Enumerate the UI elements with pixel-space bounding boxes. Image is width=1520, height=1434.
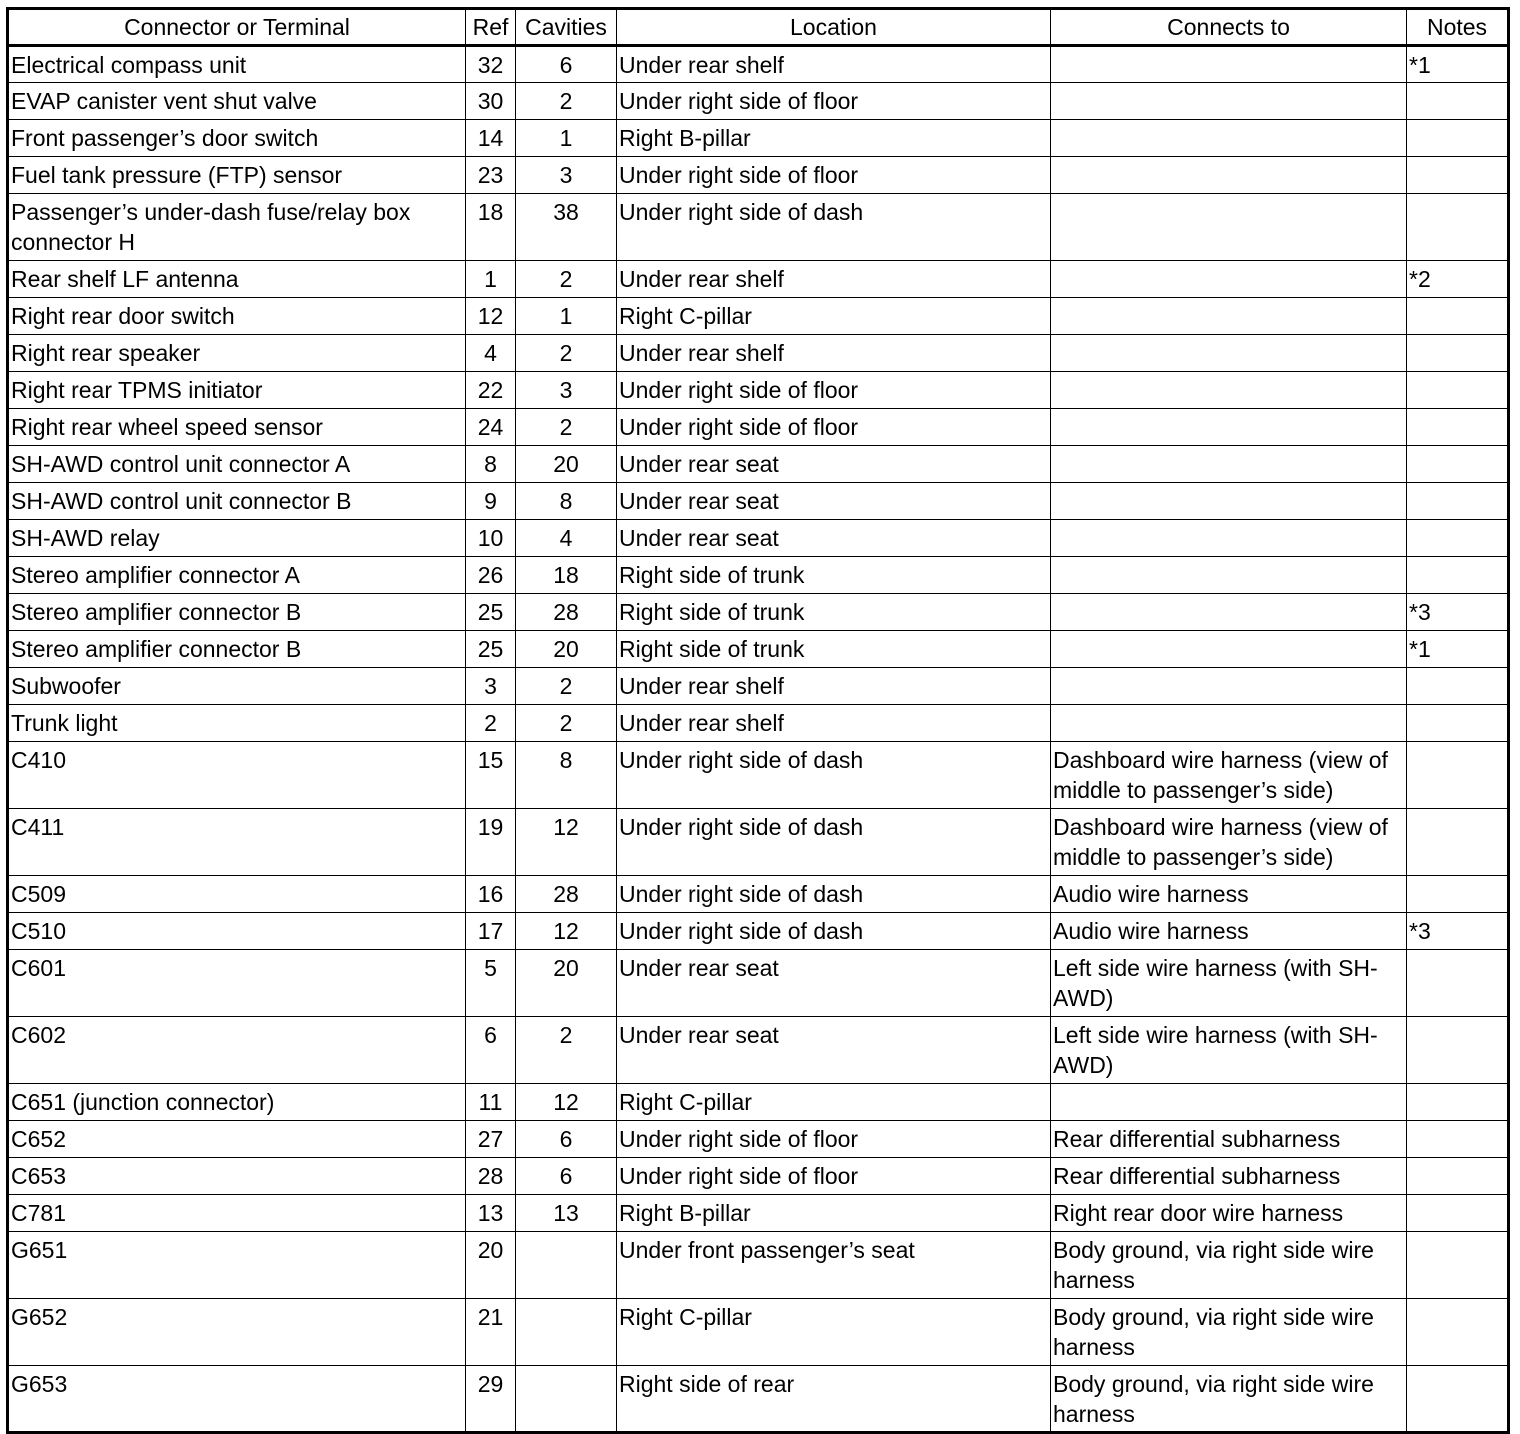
cell-location: Under right side of floor	[617, 83, 1051, 120]
table-row	[8, 705, 1509, 742]
cell-notes	[1407, 809, 1509, 876]
cell-location: Right C-pillar	[617, 1299, 1051, 1366]
cell-connects-to	[1051, 298, 1407, 335]
cell-location: Right C-pillar	[617, 1084, 1051, 1121]
cell-notes: *1	[1407, 46, 1509, 83]
cell-notes	[1407, 705, 1509, 742]
cell-ref: 3	[466, 668, 516, 705]
cell-connector: C602	[8, 1017, 466, 1084]
cell-connects-to	[1051, 261, 1407, 298]
cell-connects-to: Rear differential subharness	[1051, 1158, 1407, 1195]
cell-ref: 17	[466, 913, 516, 950]
cell-connects-to: Audio wire harness	[1051, 876, 1407, 913]
cell-cavities: 3	[516, 157, 617, 194]
table-row	[8, 1195, 1509, 1232]
cell-connects-to	[1051, 705, 1407, 742]
cell-connects-to	[1051, 668, 1407, 705]
cell-connects-to: Left side wire harness (with SH-AWD)	[1051, 950, 1407, 1017]
header-notes: Notes	[1407, 9, 1509, 46]
cell-connects-to: Dashboard wire harness (view of middle to passenger’s side)	[1051, 809, 1407, 876]
cell-location: Under right side of floor	[617, 157, 1051, 194]
cell-ref: 5	[466, 950, 516, 1017]
cell-cavities: 8	[516, 483, 617, 520]
cell-ref: 25	[466, 594, 516, 631]
cell-location: Under rear shelf	[617, 261, 1051, 298]
cell-cavities: 6	[516, 1158, 617, 1195]
table-row	[8, 668, 1509, 705]
cell-connector: Stereo amplifier connector B	[8, 594, 466, 631]
cell-connector: Right rear speaker	[8, 335, 466, 372]
cell-ref: 26	[466, 557, 516, 594]
cell-ref: 30	[466, 83, 516, 120]
cell-notes	[1407, 83, 1509, 120]
cell-location: Under rear seat	[617, 1017, 1051, 1084]
table-row	[8, 120, 1509, 157]
cell-connector: Electrical compass unit	[8, 46, 466, 83]
header-ref: Ref	[466, 9, 516, 46]
cell-connector: Stereo amplifier connector B	[8, 631, 466, 668]
cell-cavities: 2	[516, 1017, 617, 1084]
cell-notes	[1407, 1017, 1509, 1084]
cell-location: Right B-pillar	[617, 1195, 1051, 1232]
table-row	[8, 876, 1509, 913]
cell-ref: 28	[466, 1158, 516, 1195]
cell-location: Right side of trunk	[617, 557, 1051, 594]
table-row	[8, 261, 1509, 298]
cell-connector: Right rear door switch	[8, 298, 466, 335]
cell-location: Under rear shelf	[617, 46, 1051, 83]
cell-cavities: 1	[516, 120, 617, 157]
cell-connector: SH-AWD relay	[8, 520, 466, 557]
cell-ref: 18	[466, 194, 516, 261]
cell-notes	[1407, 950, 1509, 1017]
cell-notes	[1407, 742, 1509, 809]
cell-notes: *1	[1407, 631, 1509, 668]
cell-connects-to	[1051, 594, 1407, 631]
cell-cavities	[516, 1299, 617, 1366]
cell-cavities: 1	[516, 298, 617, 335]
table-row	[8, 157, 1509, 194]
cell-location: Under rear shelf	[617, 705, 1051, 742]
table-row	[8, 446, 1509, 483]
table-row	[8, 1084, 1509, 1121]
cell-cavities: 8	[516, 742, 617, 809]
cell-connects-to: Audio wire harness	[1051, 913, 1407, 950]
table-row	[8, 631, 1509, 668]
cell-ref: 11	[466, 1084, 516, 1121]
table-row	[8, 557, 1509, 594]
cell-notes	[1407, 335, 1509, 372]
table-body	[8, 46, 1509, 1433]
cell-connector: Front passenger’s door switch	[8, 120, 466, 157]
cell-location: Under rear seat	[617, 950, 1051, 1017]
cell-location: Under right side of floor	[617, 409, 1051, 446]
connector-table	[6, 7, 1510, 1434]
cell-ref: 4	[466, 335, 516, 372]
cell-notes	[1407, 409, 1509, 446]
cell-location: Right side of rear	[617, 1366, 1051, 1433]
cell-connector: Trunk light	[8, 705, 466, 742]
cell-connects-to: Right rear door wire harness	[1051, 1195, 1407, 1232]
cell-ref: 14	[466, 120, 516, 157]
cell-connects-to	[1051, 46, 1407, 83]
cell-connector: SH-AWD control unit connector B	[8, 483, 466, 520]
table-row	[8, 83, 1509, 120]
cell-cavities: 3	[516, 372, 617, 409]
cell-connects-to: Body ground, via right side wire harness	[1051, 1232, 1407, 1299]
table-row	[8, 1232, 1509, 1299]
cell-ref: 27	[466, 1121, 516, 1158]
cell-location: Under right side of floor	[617, 372, 1051, 409]
cell-notes	[1407, 298, 1509, 335]
cell-ref: 6	[466, 1017, 516, 1084]
cell-connects-to	[1051, 157, 1407, 194]
cell-connector: G652	[8, 1299, 466, 1366]
cell-location: Under rear shelf	[617, 335, 1051, 372]
cell-ref: 2	[466, 705, 516, 742]
cell-notes	[1407, 483, 1509, 520]
cell-connector: Right rear TPMS initiator	[8, 372, 466, 409]
cell-cavities: 12	[516, 913, 617, 950]
cell-connector: C781	[8, 1195, 466, 1232]
cell-cavities: 20	[516, 446, 617, 483]
cell-location: Under right side of dash	[617, 809, 1051, 876]
cell-cavities: 2	[516, 83, 617, 120]
cell-notes	[1407, 1299, 1509, 1366]
header-connects-to: Connects to	[1051, 9, 1407, 46]
cell-connects-to: Left side wire harness (with SH-AWD)	[1051, 1017, 1407, 1084]
cell-ref: 21	[466, 1299, 516, 1366]
cell-cavities: 28	[516, 594, 617, 631]
cell-notes	[1407, 1158, 1509, 1195]
cell-ref: 23	[466, 157, 516, 194]
cell-connector: SH-AWD control unit connector A	[8, 446, 466, 483]
cell-location: Right side of trunk	[617, 594, 1051, 631]
cell-connector: EVAP canister vent shut valve	[8, 83, 466, 120]
table-row	[8, 1299, 1509, 1366]
cell-cavities: 20	[516, 950, 617, 1017]
cell-connects-to: Rear differential subharness	[1051, 1121, 1407, 1158]
cell-ref: 16	[466, 876, 516, 913]
table-row	[8, 1158, 1509, 1195]
cell-notes	[1407, 1084, 1509, 1121]
cell-ref: 24	[466, 409, 516, 446]
cell-location: Under front passenger’s seat	[617, 1232, 1051, 1299]
cell-connects-to	[1051, 631, 1407, 668]
cell-ref: 9	[466, 483, 516, 520]
cell-cavities: 13	[516, 1195, 617, 1232]
cell-ref: 12	[466, 298, 516, 335]
cell-notes	[1407, 1195, 1509, 1232]
cell-connects-to	[1051, 520, 1407, 557]
table-row	[8, 298, 1509, 335]
cell-cavities: 4	[516, 520, 617, 557]
cell-connects-to	[1051, 335, 1407, 372]
cell-location: Under rear shelf	[617, 668, 1051, 705]
cell-notes	[1407, 446, 1509, 483]
table-row	[8, 594, 1509, 631]
cell-ref: 8	[466, 446, 516, 483]
cell-ref: 22	[466, 372, 516, 409]
cell-cavities: 18	[516, 557, 617, 594]
cell-location: Under right side of floor	[617, 1121, 1051, 1158]
cell-cavities: 28	[516, 876, 617, 913]
cell-ref: 1	[466, 261, 516, 298]
cell-connector: C510	[8, 913, 466, 950]
header-cavities: Cavities	[516, 9, 617, 46]
cell-ref: 13	[466, 1195, 516, 1232]
cell-location: Under right side of dash	[617, 913, 1051, 950]
cell-location: Under right side of floor	[617, 1158, 1051, 1195]
cell-connector: C601	[8, 950, 466, 1017]
cell-cavities: 2	[516, 409, 617, 446]
cell-location: Under right side of dash	[617, 194, 1051, 261]
cell-location: Under rear seat	[617, 483, 1051, 520]
cell-notes	[1407, 157, 1509, 194]
cell-connector: C509	[8, 876, 466, 913]
cell-notes	[1407, 557, 1509, 594]
cell-notes	[1407, 1232, 1509, 1299]
cell-cavities: 2	[516, 261, 617, 298]
cell-connects-to: Body ground, via right side wire harness	[1051, 1366, 1407, 1433]
cell-connector: Passenger’s under-dash fuse/relay box connector H	[8, 194, 466, 261]
cell-connector: Rear shelf LF antenna	[8, 261, 466, 298]
cell-cavities: 12	[516, 809, 617, 876]
table-row	[8, 483, 1509, 520]
cell-connects-to	[1051, 409, 1407, 446]
table-row	[8, 194, 1509, 261]
cell-location: Right B-pillar	[617, 120, 1051, 157]
cell-notes	[1407, 876, 1509, 913]
cell-cavities: 2	[516, 668, 617, 705]
cell-notes	[1407, 372, 1509, 409]
cell-connector: C651 (junction connector)	[8, 1084, 466, 1121]
cell-connects-to	[1051, 483, 1407, 520]
cell-connector: G653	[8, 1366, 466, 1433]
cell-notes	[1407, 1366, 1509, 1433]
cell-ref: 15	[466, 742, 516, 809]
cell-location: Under right side of dash	[617, 876, 1051, 913]
cell-connects-to	[1051, 120, 1407, 157]
table-row	[8, 409, 1509, 446]
cell-location: Under right side of dash	[617, 742, 1051, 809]
cell-connector: G651	[8, 1232, 466, 1299]
header-row	[8, 9, 1509, 46]
cell-notes	[1407, 520, 1509, 557]
cell-cavities: 2	[516, 335, 617, 372]
cell-ref: 29	[466, 1366, 516, 1433]
table-row	[8, 520, 1509, 557]
cell-ref: 25	[466, 631, 516, 668]
table-row	[8, 335, 1509, 372]
table-row	[8, 742, 1509, 809]
cell-location: Under rear seat	[617, 520, 1051, 557]
cell-notes: *2	[1407, 261, 1509, 298]
cell-cavities: 6	[516, 46, 617, 83]
cell-connector: Stereo amplifier connector A	[8, 557, 466, 594]
cell-cavities: 20	[516, 631, 617, 668]
cell-connects-to	[1051, 83, 1407, 120]
cell-connector: C411	[8, 809, 466, 876]
cell-connector: C652	[8, 1121, 466, 1158]
table-row	[8, 950, 1509, 1017]
table-row	[8, 1017, 1509, 1084]
cell-cavities: 2	[516, 705, 617, 742]
header-location: Location	[617, 9, 1051, 46]
cell-connector: Right rear wheel speed sensor	[8, 409, 466, 446]
cell-ref: 32	[466, 46, 516, 83]
cell-notes: *3	[1407, 594, 1509, 631]
cell-ref: 19	[466, 809, 516, 876]
cell-ref: 10	[466, 520, 516, 557]
cell-notes	[1407, 194, 1509, 261]
cell-cavities: 12	[516, 1084, 617, 1121]
table-row	[8, 1366, 1509, 1433]
cell-notes	[1407, 1121, 1509, 1158]
cell-location: Right side of trunk	[617, 631, 1051, 668]
cell-connects-to	[1051, 557, 1407, 594]
cell-notes	[1407, 668, 1509, 705]
cell-connector: C410	[8, 742, 466, 809]
cell-connects-to	[1051, 1084, 1407, 1121]
cell-cavities	[516, 1232, 617, 1299]
cell-connector: C653	[8, 1158, 466, 1195]
cell-connects-to	[1051, 194, 1407, 261]
cell-connector: Subwoofer	[8, 668, 466, 705]
cell-location: Right C-pillar	[617, 298, 1051, 335]
cell-connects-to	[1051, 446, 1407, 483]
cell-cavities: 6	[516, 1121, 617, 1158]
table-row	[8, 913, 1509, 950]
header-connector: Connector or Terminal	[8, 9, 466, 46]
cell-connector: Fuel tank pressure (FTP) sensor	[8, 157, 466, 194]
cell-cavities	[516, 1366, 617, 1433]
cell-notes: *3	[1407, 913, 1509, 950]
cell-connects-to: Dashboard wire harness (view of middle to passenger’s side)	[1051, 742, 1407, 809]
table-row	[8, 372, 1509, 409]
cell-connects-to	[1051, 372, 1407, 409]
cell-notes	[1407, 120, 1509, 157]
table-row	[8, 809, 1509, 876]
cell-cavities: 38	[516, 194, 617, 261]
cell-location: Under rear seat	[617, 446, 1051, 483]
cell-connects-to: Body ground, via right side wire harness	[1051, 1299, 1407, 1366]
cell-ref: 20	[466, 1232, 516, 1299]
table-row	[8, 46, 1509, 83]
table-row	[8, 1121, 1509, 1158]
